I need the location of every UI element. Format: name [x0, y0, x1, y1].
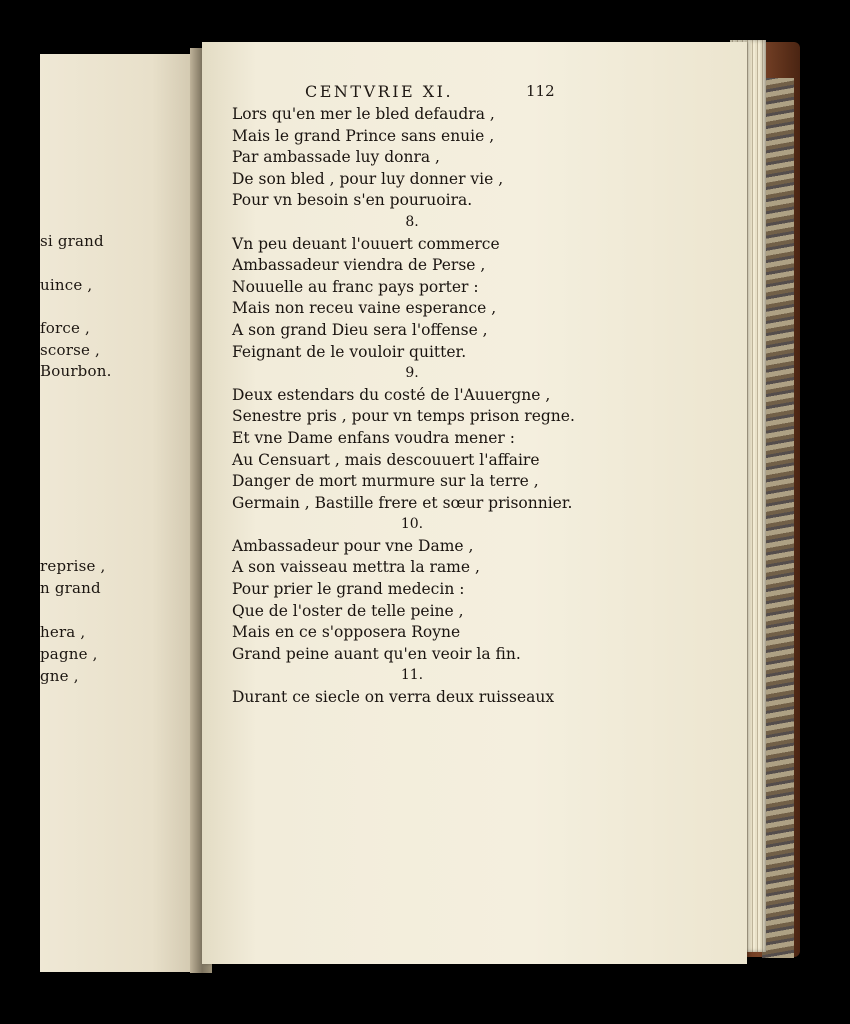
- verse-line: De son bled , pour luy donner vie ,: [232, 169, 504, 188]
- verse-block: [232, 104, 592, 212]
- left-page-fragment: gne ,: [40, 667, 79, 685]
- left-page: [40, 54, 200, 972]
- verse-line: Vn peu deuant l'ouuert commerce: [232, 234, 500, 253]
- left-page-fragment: pagne ,: [40, 645, 98, 663]
- verse-line: Deux estendars du costé de l'Auuergne ,: [232, 385, 551, 404]
- left-page-fragment: n grand: [40, 579, 101, 597]
- quatrain-number: 8.: [405, 213, 419, 230]
- verse-line: Senestre pris , pour vn temps prison regne.: [232, 407, 575, 426]
- verse-line: A son grand Dieu sera l'offense ,: [232, 320, 488, 339]
- verse-line: Grand peine auant qu'en veoir la fin.: [232, 644, 521, 663]
- verse-line: Mais en ce s'opposera Royne: [232, 623, 461, 642]
- verse-line: Au Censuart , mais descouuert l'affaire: [232, 450, 540, 469]
- left-page-fragment: uince ,: [40, 276, 93, 294]
- verse-line: Durant ce siecle on verra deux ruisseaux: [232, 688, 555, 707]
- left-page-fragment: scorse ,: [40, 341, 101, 359]
- verse-line: Ambassadeur viendra de Perse ,: [232, 256, 486, 275]
- verse-line: Pour prier le grand medecin :: [232, 580, 465, 599]
- verse-block: [232, 665, 592, 708]
- verse-block: [232, 212, 592, 363]
- verse-line: Lors qu'en mer le bled defaudra ,: [232, 105, 495, 123]
- verse-block: [232, 363, 592, 514]
- verse-line: Et vne Dame enfans voudra mener :: [232, 428, 515, 447]
- verse-line: Germain , Bastille frere et sœur prisonnier.: [232, 493, 573, 512]
- verse-line: Mais non receu vaine esperance ,: [232, 299, 497, 318]
- verse-line: Par ambassade luy donra ,: [232, 148, 440, 167]
- left-page-fragment: hera ,: [40, 623, 86, 641]
- verse-text: [232, 104, 592, 709]
- verse-line: Mais le grand Prince sans enuie ,: [232, 126, 495, 145]
- verse-line: Pour vn besoin s'en pouruoira.: [232, 191, 473, 210]
- verse-block: [232, 514, 592, 665]
- quatrain-number: 9.: [405, 365, 419, 382]
- page-number: 112: [526, 82, 555, 100]
- left-page-fragment: Bourbon.: [40, 362, 112, 380]
- verse-line: Que de l'oster de telle peine ,: [232, 601, 464, 620]
- left-page-fragment: reprise ,: [40, 557, 106, 575]
- quatrain-number: 11.: [400, 667, 424, 684]
- marbled-endpaper: [762, 78, 794, 958]
- running-head: CENTVRIE XI.: [305, 82, 454, 101]
- verse-line: Feignant de le vouloir quitter.: [232, 342, 467, 361]
- left-page-fragment: si grand: [40, 232, 104, 250]
- left-page-fragment: force ,: [40, 319, 90, 337]
- verse-line: Nouuelle au franc pays porter :: [232, 277, 479, 296]
- verse-line: A son vaisseau mettra la rame ,: [232, 558, 480, 577]
- quatrain-number: 10.: [400, 516, 424, 533]
- verse-line: Ambassadeur pour vne Dame ,: [232, 536, 474, 555]
- verse-line: Danger de mort murmure sur la terre ,: [232, 472, 539, 491]
